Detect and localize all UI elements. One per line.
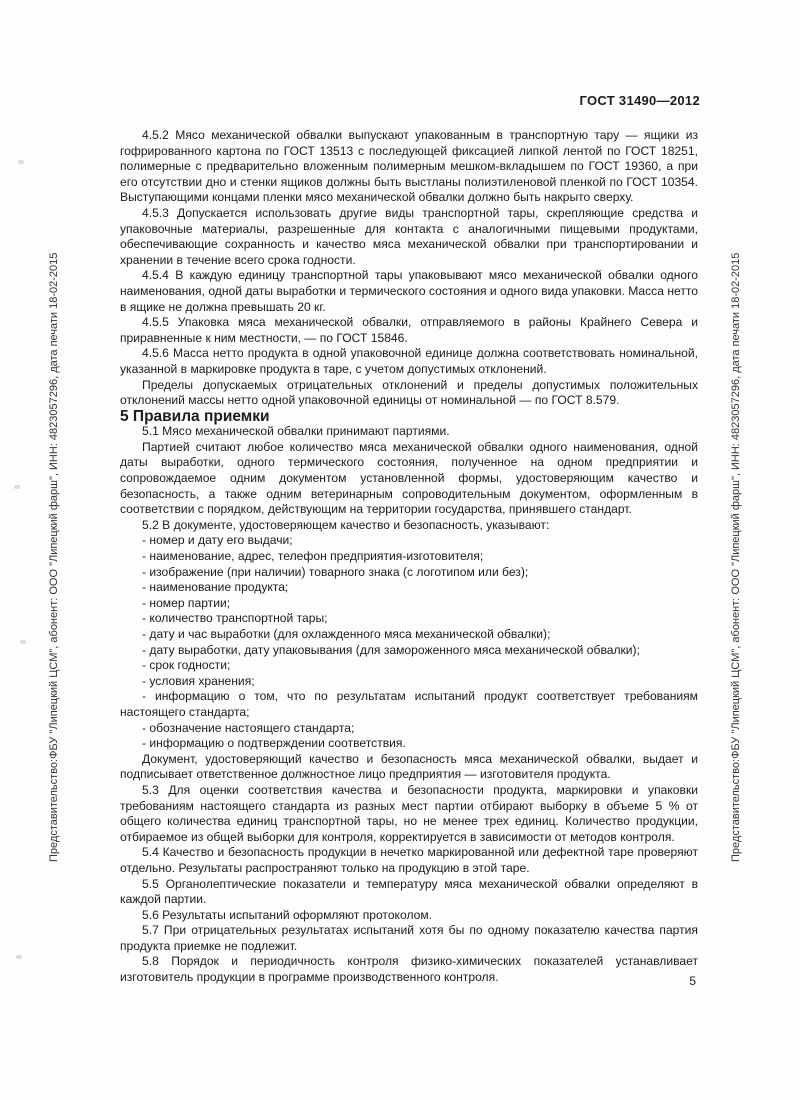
list-item: - дату и час выработки (для охлажденного мяса механической обвалки); <box>142 627 551 641</box>
document-header: ГОСТ 31490—2012 <box>579 93 700 108</box>
paragraph: Пределы допускаемых отрицательных отклонений и пределы допустимых положительных отклонений массы нетто одной упаковочной единицы от номинальной — по ГОСТ 8.579. <box>120 377 698 408</box>
document-body <box>120 128 698 986</box>
scan-speck <box>18 160 24 164</box>
scan-speck <box>20 640 26 644</box>
page-number: 5 <box>689 974 696 988</box>
list-item: - дату выработки, дату упаковывания (для замороженного мяса механической обвалки); <box>142 642 640 657</box>
paragraph: 5.7 При отрицательных результатах испытаний хотя бы по одному показателю качества партия продукта приемке не подлежит. <box>120 923 698 953</box>
paragraph: 5.6 Результаты испытаний оформляют протоколом. <box>142 907 433 922</box>
scan-speck <box>16 955 22 959</box>
paragraph: 4.5.3 Допускается использовать другие виды транспортной тары, скрепляющие средства и упаковочные материалы, разрешенные для контакта с аналогичными пищевыми продуктами, обеспечивающие сохранность и качество мяса механической обвалки при транспортировании и хранении в течение всего срока годности. <box>120 205 698 267</box>
left-margin-stamp: Представительство:ФБУ "Липецкий ЦСМ", абонент: ООО "Липецкий фарш", ИНН: 4823057296, дата печати 18-02-2015 <box>48 252 60 862</box>
list-item: - номер партии; <box>142 595 231 610</box>
requirements-list <box>120 533 698 751</box>
paragraph: 5.4 Качество и безопасность продукции в нечетко маркированной или дефектной таре проверяют отдельно. Результаты распространяют только на продукцию в этой таре. <box>120 845 698 875</box>
paragraph: Документ, удостоверяющий качество и безопасность мяса механической обвалки, выдает и подписывает ответственное должностное лицо предприятия — изготовителя продукта. <box>120 751 698 782</box>
list-item: - информацию о том, что по результатам испытаний продукт соответствует требованиям настоящего стандарта; <box>120 689 698 719</box>
list-item: - изображение (при наличии) товарного знака (с логотипом или без); <box>142 564 529 579</box>
list-item: - обозначение настоящего стандарта; <box>142 720 355 735</box>
paragraph: 4.5.6 Масса нетто продукта в одной упаковочной единице должна соответствовать номинальной, указанной в маркировке продукта в таре, с учетом допустимых отклонений. <box>120 346 698 376</box>
paragraph: 5.5 Органолептические показатели и температуру мяса механической обвалки определяют в каждой партии. <box>120 876 698 907</box>
list-item: - номер и дату его выдачи; <box>142 533 293 548</box>
paragraph: 4.5.2 Мясо механической обвалки выпускают упакованным в транспортную тару — ящики из гофрированного картона по ГОСТ 13513 с последующей фиксацией липкой лентой по ГОСТ 18251, полимерные с предварительно вложенным полимерным мешком-вкладышем по ГОСТ 19360, а при его отсутствии дно и стенки ящиков должны быть выстланы полиэтиленовой пленкой по ГОСТ 10354. Выступающими концами пленки мясо механической обвалки должно быть накрыто сверху. <box>120 128 698 205</box>
section-heading: 5 Правила приемки <box>120 407 270 425</box>
paragraph: 5.8 Порядок и периодичность контроля физико-химических показателей устанавливает изготовитель продукции в программе производственного контроля. <box>120 954 698 985</box>
list-item: - наименование продукта; <box>142 580 289 595</box>
list-item: - срок годности; <box>142 658 231 673</box>
paragraph: Партией считают любое количество мяса механической обвалки одного наименования, одной даты выработки, одного термического состояния, полученное на одном предприятии и сопровождаемое одним документом установленной формы, удостоверяющим качество и безопасность, а также одним ветеринарным сопроводительным документом, оформленным в соответствии с порядком, действующим на территории государства, принявшего стандарт. <box>120 439 698 517</box>
paragraph: 4.5.5 Упаковка мяса механической обвалки, отправляемого в районы Крайнего Севера и приравненные к ним местности, — по ГОСТ 15846. <box>120 315 698 345</box>
right-margin-stamp: Представительство:ФБУ "Липецкий ЦСМ", абонент: ООО "Липецкий фарш", ИНН: 4823057296, дата печати 18-02-2015 <box>730 252 742 862</box>
list-item: - условия хранения; <box>142 673 255 688</box>
list-item: - наименование, адрес, телефон предприятия-изготовителя; <box>142 549 484 564</box>
paragraph: 5.3 Для оценки соответствия качества и безопасности продукта, маркировки и упаковки требованиям настоящего стандарта из разных мест партии отбирают выборку в объеме 5 % от общего количества единиц транспортной тары, но не менее трех единиц. Количество продукции, отбираемое из общей выборки для контроля, корректируется в зависимости от методов контроля. <box>120 782 698 844</box>
paragraph: 4.5.4 В каждую единицу транспортной тары упаковывают мясо механической обвалки одного наименования, одной даты выработки и термического состояния и одного вида упаковки. Масса нетто в ящике не должна превышать 20 кг. <box>120 268 698 314</box>
paragraph: 5.1 Мясо механической обвалки принимают партиями. <box>142 424 450 439</box>
scan-speck <box>14 485 20 489</box>
paragraph: 5.2 В документе, удостоверяющем качество и безопасность, указывают: <box>142 517 550 532</box>
list-item: - информацию о подтверждении соответствия. <box>142 736 406 751</box>
list-item: - количество транспортной тары; <box>142 611 328 626</box>
